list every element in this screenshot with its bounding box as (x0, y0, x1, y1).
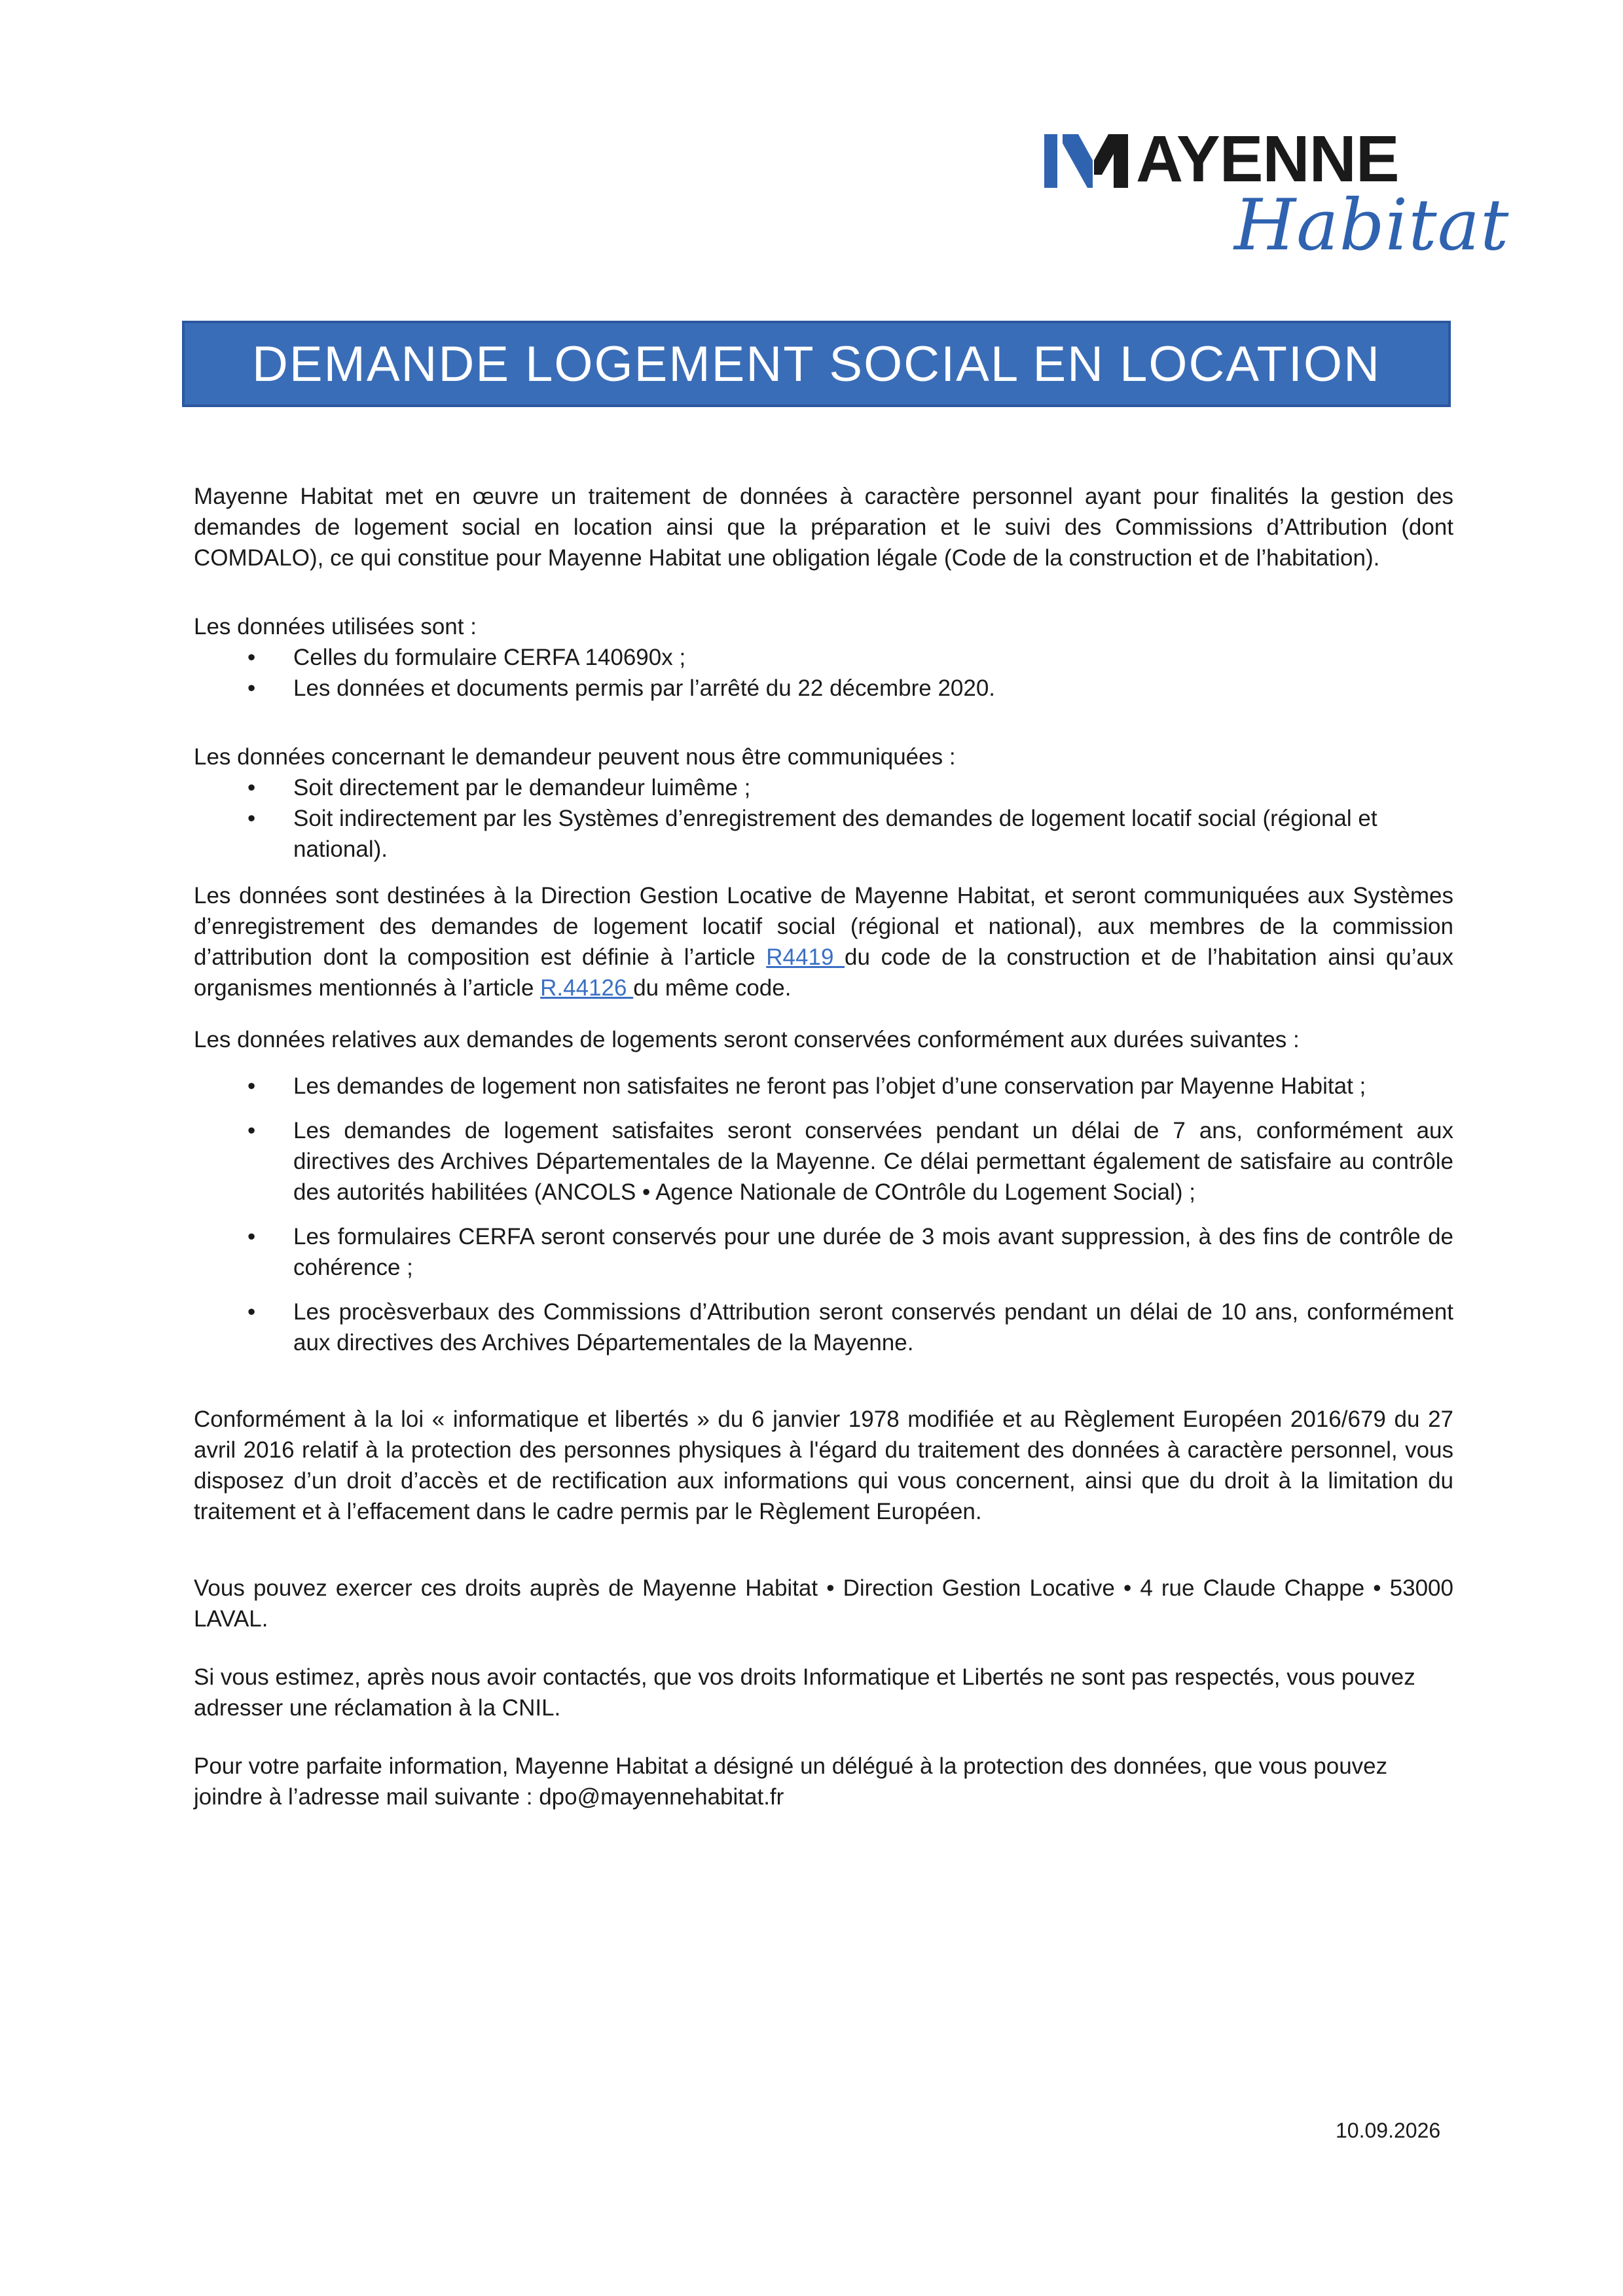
sources-list (194, 772, 1453, 865)
data-used-heading: Les données utilisées sont : (194, 614, 477, 639)
logo-wordmark: AYENNE (1136, 122, 1399, 196)
logo-script: Habitat (1234, 185, 1510, 266)
intro-paragraph: Mayenne Habitat met en œuvre un traitement de données à caractère personnel ayant pour finalités la gestion des demandes de logement social en location ainsi que la préparation et le suivi des Commissions d’Attribution (dont COMDALO), ce qui constitue pour Mayenne Habitat une obligation légale (Code de la construction et de l’habitation). (194, 484, 1453, 571)
list-item: • Les demandes de logement satisfaites seront conservées pendant un délai de 7 ans, conformément aux directives des Archives Départementales de la Mayenne. Ce délai permettant également de satisfaire au contrôle des autorités habilitées (ANCOLS • Agence Nationale de COntrôle du Logement Social) ; (194, 1115, 1453, 1208)
cnil-paragraph: Si vous estimez, après nous avoir contactés, que vos droits Informatique et Libertés ne sont pas respectés, vous pouvez adresser une réclamation à la CNIL. (194, 1664, 1415, 1721)
bullet-icon: • (247, 1224, 256, 1249)
retention-heading: Les données relatives aux demandes de logements seront conservées conformément aux durées suivantes : (194, 1027, 1300, 1052)
footer-date: 10.09.2026 (1336, 2119, 1441, 2142)
bullet-icon: • (247, 675, 256, 701)
title-banner (182, 321, 1451, 407)
sources-heading: Les données concernant le demandeur peuvent nous être communiquées : (194, 744, 956, 770)
article-r4419-link[interactable]: R4419 (766, 944, 845, 970)
bullet-icon: • (247, 645, 256, 670)
exercise-paragraph: Vous pouvez exercer ces droits auprès de Mayenne Habitat • Direction Gestion Locative • 4 rue Claude Chappe • 53000 LAVAL. (194, 1575, 1453, 1632)
data-used-list (194, 642, 1453, 704)
bullet-icon: • (247, 806, 256, 831)
recipients-paragraph: Les données sont destinées à la Direction Gestion Locative de Mayenne Habitat, et seront communiquées aux Systèmes d’enregistrement des demandes de logement locatif social (régional et national), aux membres de la commission d’attribution dont la composition est définie à l’article R4419 du code de la construction et de l’habitation ainsi qu’aux organismes mentionnés à l’article R.44126 du même code. (194, 883, 1453, 1001)
list-item: • Soit indirectement par les Systèmes d’enregistrement des demandes de logement locatif social (régional et national). (194, 803, 1453, 865)
m-logo-icon (1044, 134, 1129, 188)
list-item: • Soit directement par le demandeur luimême ; (194, 772, 1453, 803)
list-item: • Les procèsverbaux des Commissions d’Attribution seront conservés pendant un délai de 10 ans, conformément aux directives des Archives Départementales de la Mayenne. (194, 1297, 1453, 1358)
retention-list (194, 1071, 1453, 1358)
logo (1044, 122, 1510, 268)
document-body (194, 481, 1453, 1812)
page-title: DEMANDE LOGEMENT SOCIAL EN LOCATION (251, 336, 1381, 392)
bullet-icon: • (247, 1299, 256, 1325)
bullet-icon: • (247, 1073, 256, 1099)
dpo-paragraph: Pour votre parfaite information, Mayenne Habitat a désigné un délégué à la protection des données, que vous pouvez joindre à l’adresse mail suivante : dpo@mayennehabitat.fr (194, 1753, 1388, 1810)
list-item: • Celles du formulaire CERFA 140690x ; (194, 642, 1453, 673)
bullet-icon: • (247, 1118, 256, 1143)
list-item: • Les demandes de logement non satisfaites ne feront pas l’objet d’une conservation par Mayenne Habitat ; (194, 1071, 1453, 1102)
list-item: • Les données et documents permis par l’arrêté du 22 décembre 2020. (194, 673, 1453, 704)
list-item: • Les formulaires CERFA seront conservés pour une durée de 3 mois avant suppression, à des fins de contrôle de cohérence ; (194, 1221, 1453, 1283)
bullet-icon: • (247, 775, 256, 800)
rights-paragraph: Conformément à la loi « informatique et libertés » du 6 janvier 1978 modifiée et au Règlement Européen 2016/679 du 27 avril 2016 relatif à la protection des personnes physiques à l'égard du traitement des données à caractère personnel, vous disposez d’un droit d’accès et de rectification aux informations qui vous concernent, ainsi que du droit à la limitation du traitement et à l’effacement dans le cadre permis par le Règlement Européen. (194, 1407, 1453, 1524)
article-r44126-link[interactable]: R.44126 (540, 975, 634, 1001)
